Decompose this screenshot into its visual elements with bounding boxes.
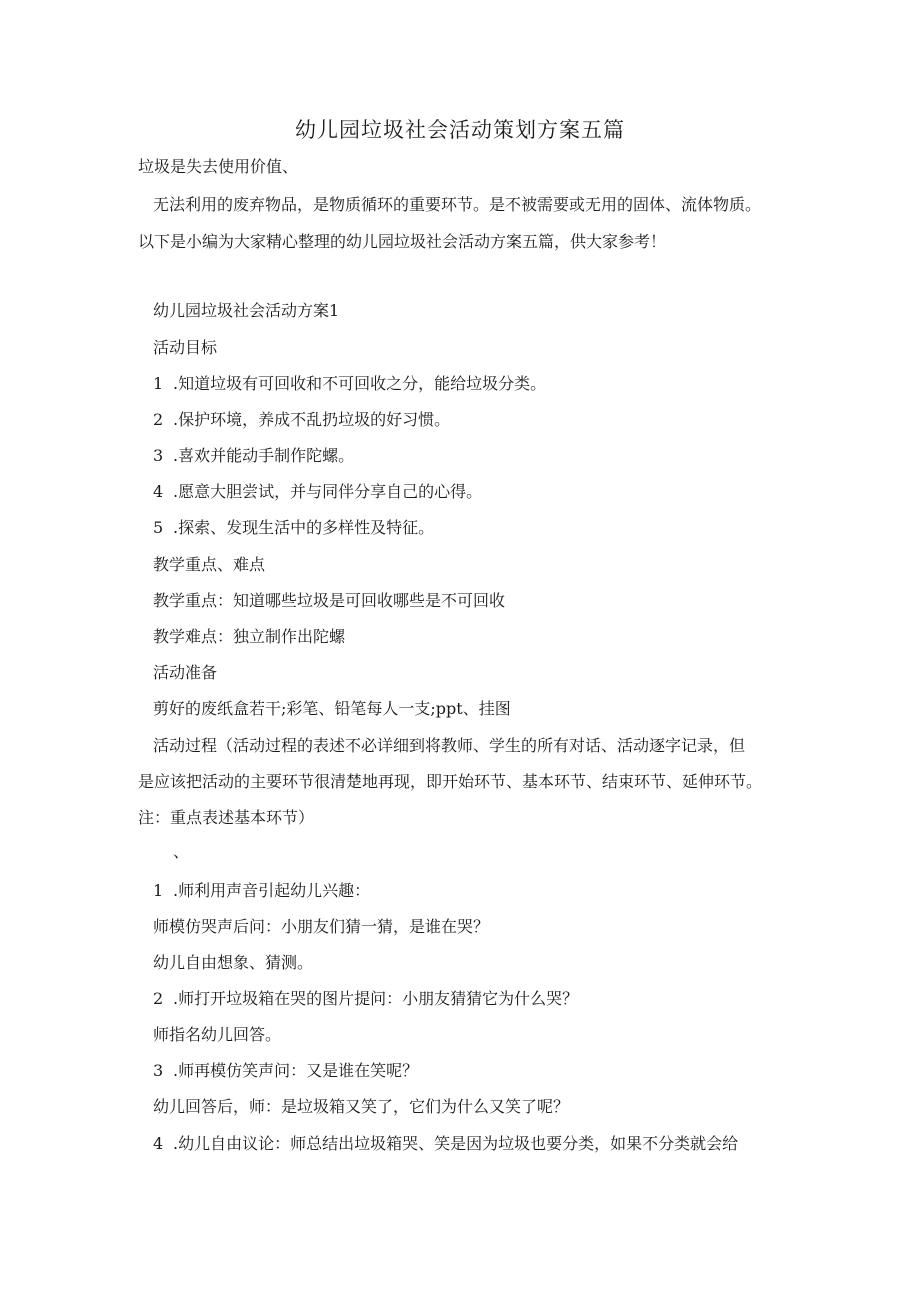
key-point: 教学重点：知道哪些垃圾是可回收哪些是不可回收 <box>153 591 506 610</box>
intro-line-2: 无法利用的废弃物品，是物质循环的重要环节。是不被需要或无用的固体、流体物质。 <box>153 195 762 214</box>
intro-line-3: 以下是小编为大家精心整理的幼儿园垃圾社会活动方案五篇，供大家参考！ <box>138 232 667 251</box>
goal-item-5 <box>153 518 434 538</box>
goal-number: 5 <box>153 518 164 537</box>
document-title: 幼儿园垃圾社会活动策划方案五篇 <box>295 118 625 142</box>
goal-number: 4 <box>153 482 164 501</box>
goal-item-1 <box>153 374 546 394</box>
stray-mark: 、 <box>173 842 190 861</box>
process-line-2: 是应该把活动的主要环节很清楚地再现，即开始环节、基本环节、结束环节、延伸环节。 <box>138 772 763 791</box>
step-item-1 <box>153 881 370 901</box>
intro-line-1: 垃圾是失去使用价值、 <box>138 157 299 176</box>
step-text: .幼儿自由议论：师总结出垃圾箱哭、笑是因为垃圾也要分类，如果不分类就会给 <box>173 1134 739 1153</box>
goal-number: 1 <box>153 374 164 393</box>
goal-text: .愿意大胆尝试，并与同伴分享自己的心得。 <box>173 482 483 501</box>
prep-heading: 活动准备 <box>153 663 218 682</box>
goal-number: 2 <box>153 410 164 429</box>
prep-text: 剪好的废纸盒若干;彩笔、铅笔每人一支;ppt、挂图 <box>153 699 511 718</box>
step-text: .师再模仿笑声问：又是谁在笑呢？ <box>173 1061 419 1080</box>
goal-item-4 <box>153 482 482 502</box>
step-item-4 <box>153 1134 738 1154</box>
step-number: 3 <box>153 1061 164 1080</box>
key-heading: 教学重点、难点 <box>153 555 266 574</box>
step-text: .师利用声音引起幼儿兴趣： <box>173 881 371 900</box>
step-line-7: 幼儿回答后，师：是垃圾箱又笑了，它们为什么又笑了呢？ <box>153 1097 570 1116</box>
step-number: 4 <box>153 1134 164 1153</box>
step-text: .师打开垃圾箱在哭的图片提问：小朋友猜猜它为什么哭？ <box>173 989 579 1008</box>
goal-number: 3 <box>153 446 164 465</box>
step-number: 2 <box>153 989 164 1008</box>
goals-heading: 活动目标 <box>153 338 218 357</box>
process-line-1: 活动过程（活动过程的表述不必详细到将教师、学生的所有对话、活动逐字记录，但 <box>153 736 746 755</box>
step-line-3: 幼儿自由想象、猜测。 <box>153 953 314 972</box>
step-item-3 <box>153 1061 418 1081</box>
difficulty-point: 教学难点：独立制作出陀螺 <box>153 627 346 646</box>
step-line-5: 师指名幼儿回答。 <box>153 1025 282 1044</box>
goal-item-3 <box>153 446 354 466</box>
process-line-3: 注：重点表述基本环节） <box>138 808 315 827</box>
goal-text: .保护环境，养成不乱扔垃圾的好习惯。 <box>173 410 451 429</box>
goal-text: .喜欢并能动手制作陀螺。 <box>173 446 355 465</box>
step-item-2 <box>153 989 578 1009</box>
goal-item-2 <box>153 410 450 430</box>
goal-text: .知道垃圾有可回收和不可回收之分，能给垃圾分类。 <box>173 374 547 393</box>
step-line-2: 师模仿哭声后问：小朋友们猜一猜，是谁在哭？ <box>153 917 490 936</box>
goal-text: .探索、发现生活中的多样性及特征。 <box>173 518 435 537</box>
section-heading: 幼儿园垃圾社会活动方案1 <box>153 301 340 320</box>
step-number: 1 <box>153 881 164 900</box>
